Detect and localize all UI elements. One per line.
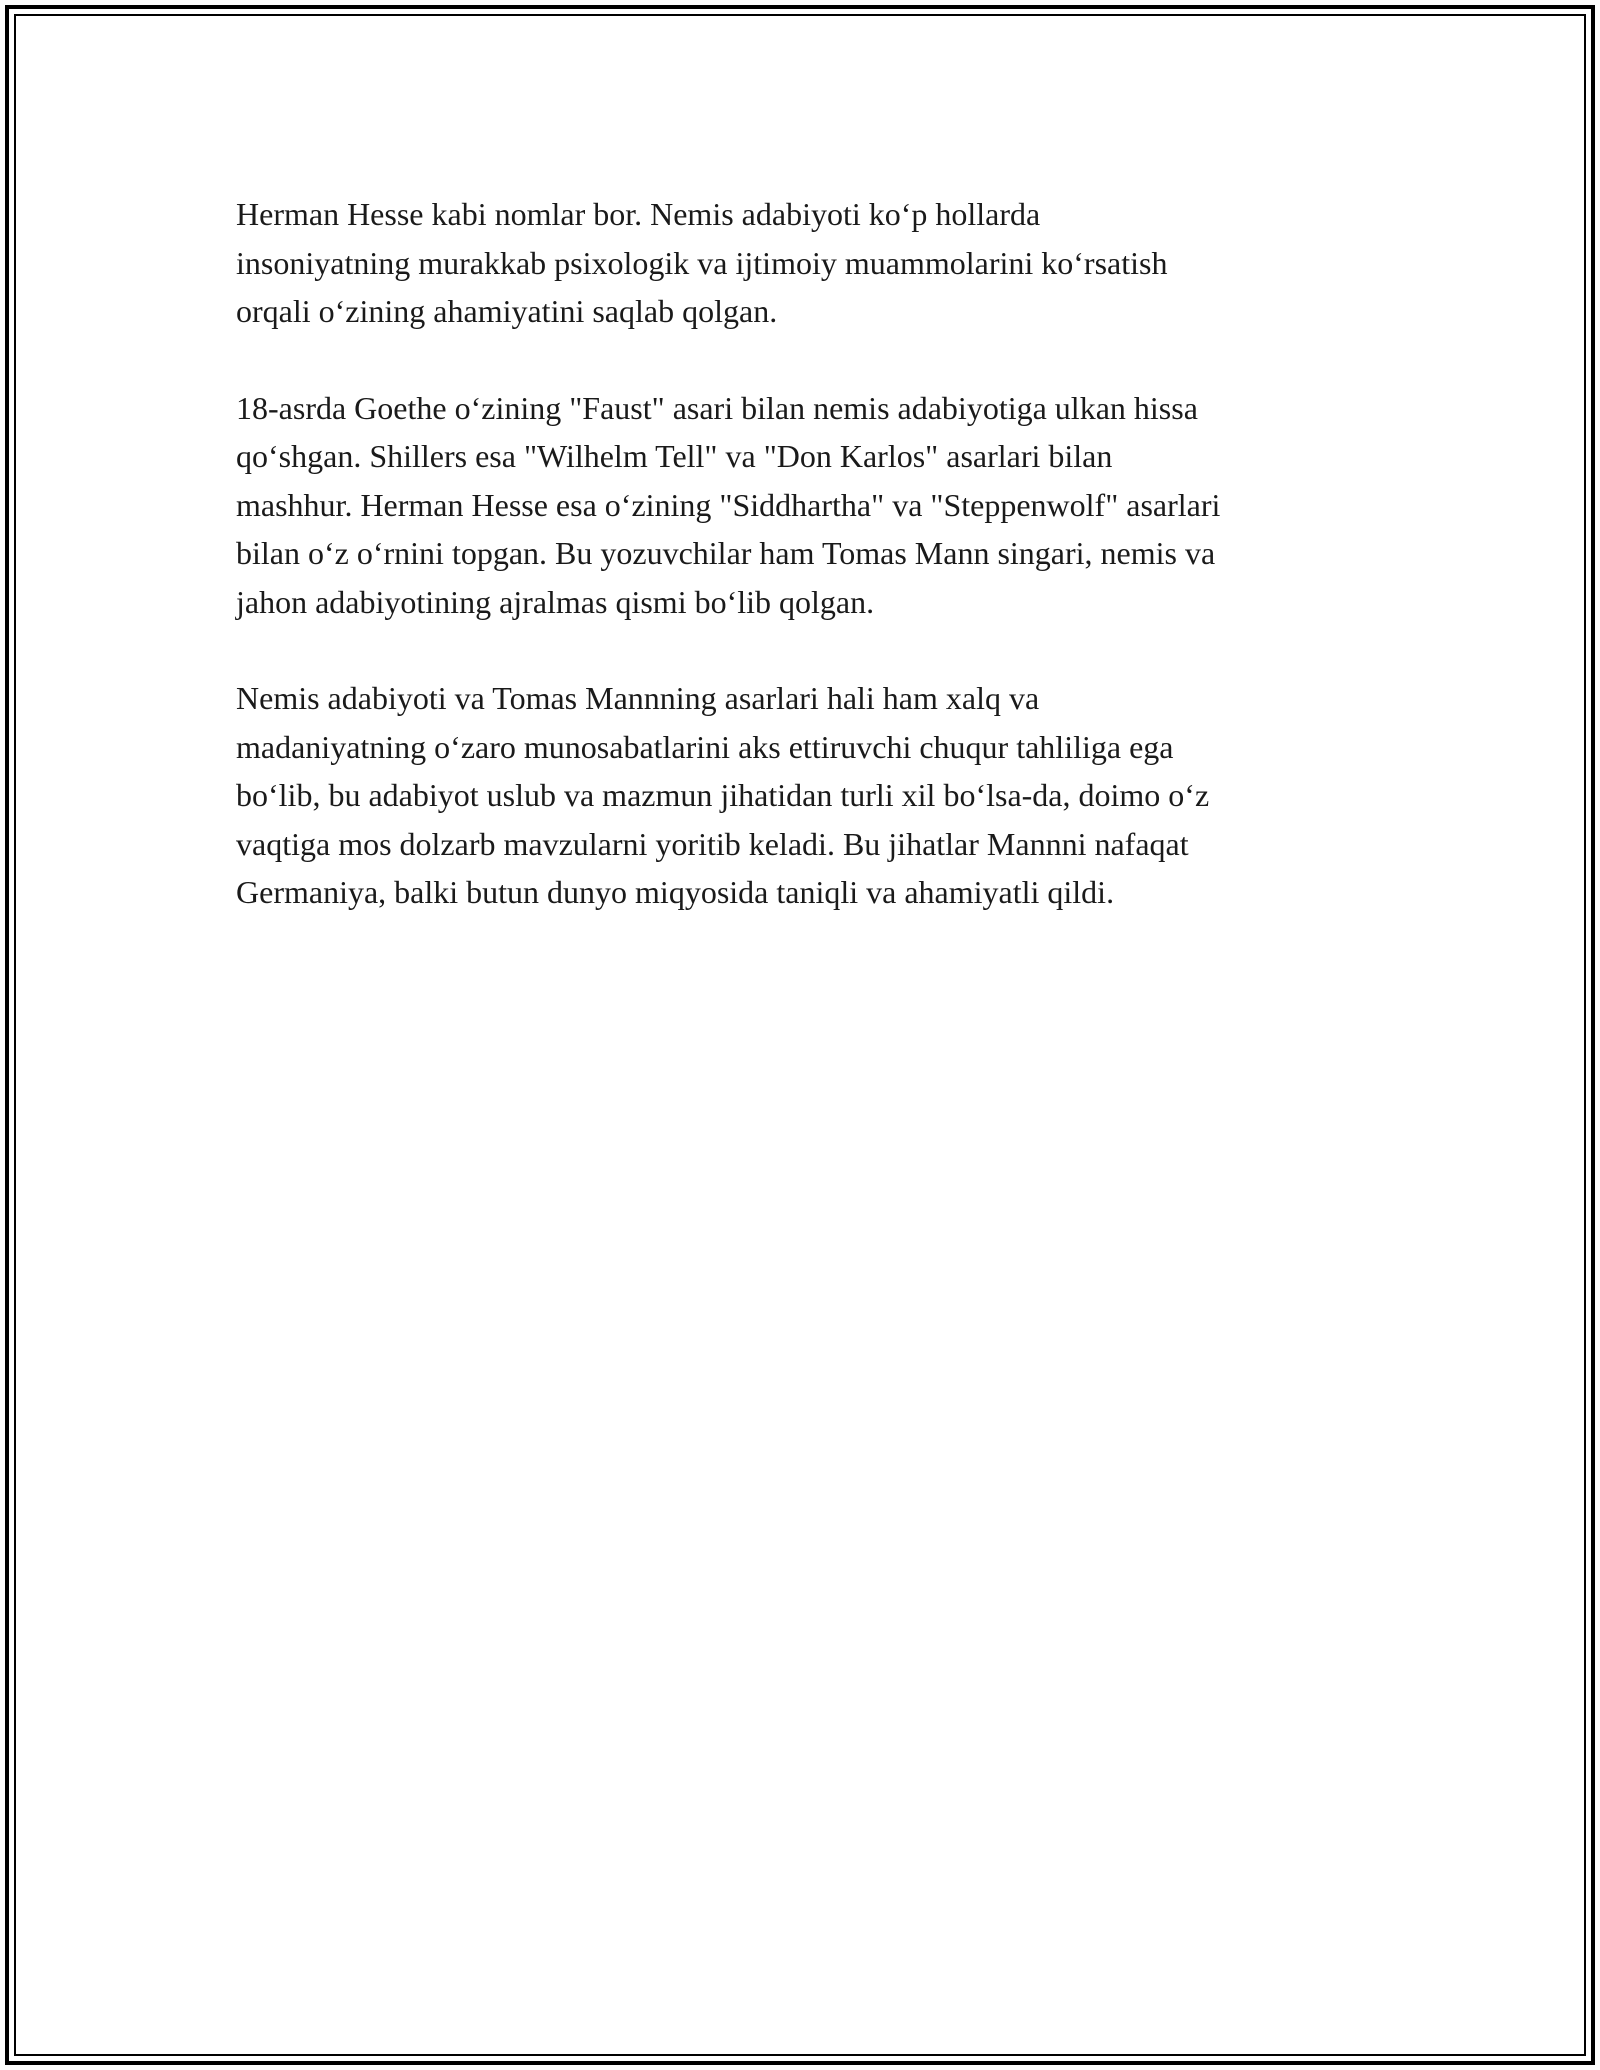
paragraph-3: Nemis adabiyoti va Tomas Mannning asarlari hali ham xalq va madaniyatning oʻzaro munosabatlarini aks ettiruvchi chuqur tahliliga ega boʻlib, bu adabiyot uslub va mazmun jihatidan turli xil boʻlsa-da, doimo oʻz vaqtiga mos dolzarb mavzularni yoritib keladi. Bu jihatlar Mannni nafaqat Germaniya, balki butun dunyo miqyosida taniqli va ahamiyatli qildi. bbox=[236, 680, 1210, 910]
paragraph-2: 18-asrda Goethe oʻzining "Faust" asari bilan nemis adabiyotiga ulkan hissa qoʻshgan. Shillers esa "Wilhelm Tell" va "Don Karlos" asarlari bilan mashhur. Herman Hesse esa oʻzining "Siddhartha" va "Steppenwolf" asarlari bilan oʻz oʻrnini topgan. Bu yozuvchilar ham Tomas Mann singari, nemis va jahon adabiyotining ajralmas qismi boʻlib qolgan. bbox=[236, 389, 1221, 620]
paragraph-1: Herman Hesse kabi nomlar bor. Nemis adabiyoti koʻp hollarda insoniyatning murakkab psixologik va ijtimoiy muammolarini koʻrsatish orqali oʻzining ahamiyatini saqlab qolgan. bbox=[236, 196, 1168, 329]
document-body bbox=[236, 190, 1366, 965]
